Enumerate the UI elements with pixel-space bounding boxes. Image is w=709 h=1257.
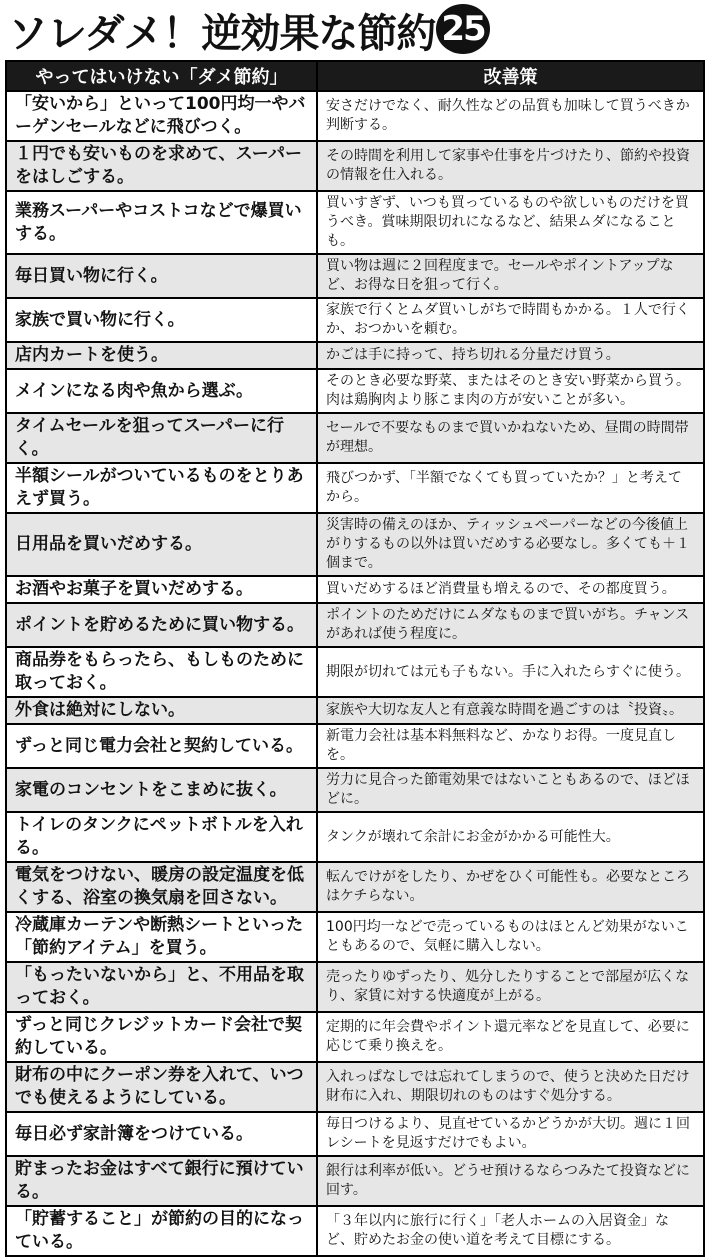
table-row — [6, 1012, 704, 1062]
table-row — [6, 254, 704, 298]
header-improvement: 改善策 — [317, 61, 704, 91]
improvement-cell: 新電力会社は基本料無料など、かなりお得。一度見直しを。 — [317, 724, 704, 768]
improvement-cell: かごは手に持って、持ち切れる分量だけ買う。 — [317, 342, 704, 369]
improvement-cell: 買いだめするほど消費量も増えるので、その都度買う。 — [317, 576, 704, 603]
improvement-cell: 入れっぱなしでは忘れてしまうので、使うと決めた日だけ財布に入れ、期限切れのものはすぐ処分する。 — [317, 1062, 704, 1112]
improvement-cell: 定期的に年会費やポイント還元率などを見直して、必要に応じて乗り換えを。 — [317, 1012, 704, 1062]
table-body — [6, 91, 704, 1256]
table-row — [6, 768, 704, 812]
improvement-cell: 期限が切れては元も子もない。手に入れたらすぐに使う。 — [317, 647, 704, 697]
table-row — [6, 298, 704, 342]
improvement-cell: 100円均一などで売っているものはほとんど効果がないこともあるので、気軽に購入しない。 — [317, 912, 704, 962]
bad-savings-cell: タイムセールを狙ってスーパーに行く。 — [6, 413, 317, 463]
table-row — [6, 862, 704, 912]
table-row — [6, 1112, 704, 1156]
table-row — [6, 191, 704, 254]
bad-savings-cell: 半額シールがついているものをとりあえず買う。 — [6, 463, 317, 513]
issue-number-badge: 25 — [436, 4, 490, 54]
bad-savings-cell: トイレのタンクにペットボトルを入れる。 — [6, 812, 317, 862]
bad-savings-cell: 日用品を買いだめする。 — [6, 513, 317, 576]
bad-savings-cell: 「貯蓄すること」が節約の目的になっている。 — [6, 1206, 317, 1256]
bad-savings-cell: 電気をつけない、暖房の設定温度を低くする、浴室の換気扇を回さない。 — [6, 862, 317, 912]
page-title: ソレダメ！逆効果な節約 — [8, 11, 436, 57]
table-row — [6, 369, 704, 413]
improvement-cell: 売ったりゆずったり、処分したりすることで部屋が広くなり、家賃に対する快適度が上がる。 — [317, 962, 704, 1012]
improvement-cell: 転んでけがをしたり、かぜをひく可能性も。必要なところはケチらない。 — [317, 862, 704, 912]
bad-savings-cell: 「もったいないから」と、不用品を取っておく。 — [6, 962, 317, 1012]
improvement-cell: その時間を利用して家事や仕事を片づけたり、節約や投資の情報を仕入れる。 — [317, 141, 704, 191]
bad-savings-cell: 家族で買い物に行く。 — [6, 298, 317, 342]
improvement-cell: セールで不要なものまで買いかねないため、昼間の時間帯が理想。 — [317, 413, 704, 463]
savings-table — [5, 60, 705, 1257]
bad-savings-cell: お酒やお菓子を買いだめする。 — [6, 576, 317, 603]
bad-savings-cell: 貯まったお金はすべて銀行に預けている。 — [6, 1156, 317, 1206]
table-row — [6, 724, 704, 768]
table-row — [6, 1156, 704, 1206]
table-row — [6, 697, 704, 724]
header-bad-savings: やってはいけない「ダメ節約」 — [6, 61, 317, 91]
bad-savings-cell: 業務スーパーやコストコなどで爆買いする。 — [6, 191, 317, 254]
improvement-cell: 安さだけでなく、耐久性などの品質も加味して買うべきか判断する。 — [317, 91, 704, 141]
table-row — [6, 576, 704, 603]
bad-savings-cell: 外食は絶対にしない。 — [6, 697, 317, 724]
bad-savings-cell: 店内カートを使う。 — [6, 342, 317, 369]
table-row — [6, 141, 704, 191]
table-row — [6, 413, 704, 463]
improvement-cell: 買いすぎず、いつも買っているものや欲しいものだけを買うべき。賞味期限切れになるなど、結果ムダになることも。 — [317, 191, 704, 254]
table-row — [6, 513, 704, 576]
bad-savings-cell: 財布の中にクーポン券を入れて、いつでも使えるようにしている。 — [6, 1062, 317, 1112]
bad-savings-cell: 毎日買い物に行く。 — [6, 254, 317, 298]
table-row — [6, 603, 704, 647]
table-row — [6, 1206, 704, 1256]
improvement-cell: 災害時の備えのほか、ティッシュペーパーなどの今後値上がりするもの以外は買いだめする必要なし。多くても＋１個まで。 — [317, 513, 704, 576]
table-row — [6, 962, 704, 1012]
table-row — [6, 91, 704, 141]
table-row — [6, 912, 704, 962]
improvement-cell: 「３年以内に旅行に行く」「老人ホームの入居資金」など、貯めたお金の使い道を考えて目標にする。 — [317, 1206, 704, 1256]
improvement-cell: 飛びつかず、「半額でなくても買っていたか？」と考えてから。 — [317, 463, 704, 513]
bad-savings-cell: １円でも安いものを求めて、スーパーをはしごする。 — [6, 141, 317, 191]
improvement-cell: 毎日つけるより、見直せているかどうかが大切。週に１回レシートを見返すだけでもよい。 — [317, 1112, 704, 1156]
table-header-row — [6, 61, 704, 91]
table-row — [6, 647, 704, 697]
improvement-cell: 家族で行くとムダ買いしがちで時間もかかる。１人で行くか、おつかいを頼む。 — [317, 298, 704, 342]
improvement-cell: 労力に見合った節電効果ではないこともあるので、ほどほどに。 — [317, 768, 704, 812]
title-bar — [0, 0, 709, 58]
table-row — [6, 342, 704, 369]
improvement-cell: 買い物は週に２回程度まで。セールやポイントアップなど、お得な日を狙って行く。 — [317, 254, 704, 298]
bad-savings-cell: 「安いから」といって100円均一やバーゲンセールなどに飛びつく。 — [6, 91, 317, 141]
improvement-cell: タンクが壊れて余計にお金がかかる可能性大。 — [317, 812, 704, 862]
table-row — [6, 1062, 704, 1112]
improvement-cell: 銀行は利率が低い。どうせ預けるならつみたて投資などに回す。 — [317, 1156, 704, 1206]
bad-savings-cell: 家電のコンセントをこまめに抜く。 — [6, 768, 317, 812]
bad-savings-cell: ポイントを貯めるために買い物する。 — [6, 603, 317, 647]
bad-savings-cell: ずっと同じクレジットカード会社で契約している。 — [6, 1012, 317, 1062]
bad-savings-cell: 商品券をもらったら、もしものために取っておく。 — [6, 647, 317, 697]
improvement-cell: そのとき必要な野菜、またはそのとき安い野菜から買う。肉は鶏胸肉より豚こま肉の方が安いことが多い。 — [317, 369, 704, 413]
table-row — [6, 812, 704, 862]
improvement-cell: 家族や大切な友人と有意義な時間を過ごすのは〝投資〟。 — [317, 697, 704, 724]
table-row — [6, 463, 704, 513]
bad-savings-cell: メインになる肉や魚から選ぶ。 — [6, 369, 317, 413]
bad-savings-cell: 冷蔵庫カーテンや断熱シートといった「節約アイテム」を買う。 — [6, 912, 317, 962]
improvement-cell: ポイントのためだけにムダなものまで買いがち。チャンスがあれば使う程度に。 — [317, 603, 704, 647]
bad-savings-cell: ずっと同じ電力会社と契約している。 — [6, 724, 317, 768]
bad-savings-cell: 毎日必ず家計簿をつけている。 — [6, 1112, 317, 1156]
